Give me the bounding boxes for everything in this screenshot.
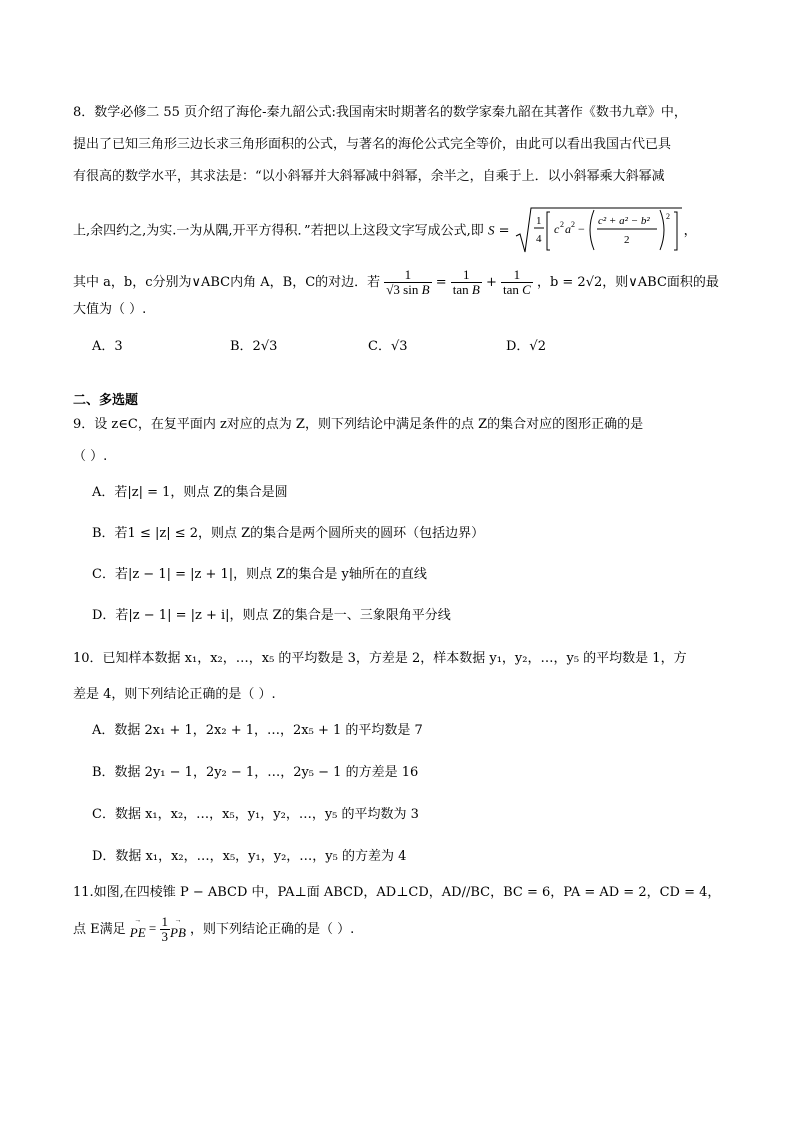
q9-option-b: B．若1 ≤ |z| ≤ 2，则点 Z的集合是两个圆所夹的圆环（包括边界） [92,526,485,541]
q8-line-4-text: 上,余四约之,为实.一为从隅,开平方得积．”若把以上这段文字写成公式,即 [73,223,484,239]
frac-1-over-sqrt3-sinB: $\frac{1}{\text{√3 sin B}}$ [386,267,430,297]
q8-line-1: 8．数学必修二 55 页介绍了海伦-秦九韶公式:我国南宋时期著名的数学家秦九韶在其著作《数书九章》中， [73,105,687,120]
q10-line-2: 差是 4，则下列结论正确的是（ ）. [73,687,276,702]
q8-line-5: 其中 a，b，c分别为∨ABC内角 A，B，C的对边．若 $\frac{1}{\text{√3 sin B}}$ = $\frac{1}{\text{tan B}}$ + $\frac{1}{\text{tan C}}$ ，b = 2√2，则∨ABC面积的最 [73,267,719,297]
frac-1-4-den: 4 [535,233,542,245]
q11-line-1: 11.如图,在四棱锥 P − ABCD 中，PA⊥面 ABCD，AD⊥CD，AD//BC，BC = 6，PA = AD = 2，CD = 4， [73,885,721,900]
q11-line-2-pre: 点 E满足 [73,922,126,937]
svg-text:2: 2 [559,220,564,229]
svg-text:2: 2 [623,234,630,246]
q10-option-c: C．数据 x₁，x₂，…，x₅，y₁，y₂，…，y₅ 的平均数为 3 [92,807,419,822]
q8-option-b: B．2√3 [230,339,278,354]
frac-1-over-tanB: $\frac{1}{\text{tan B}}$ [452,267,480,297]
sqrt-formula-svg [514,206,684,256]
q8-option-c: C．√3 [368,339,408,354]
q8-line-6: 大值为（ ）. [73,302,147,317]
svg-text:2: 2 [570,220,575,229]
frac-1-4-num: 1 [535,215,542,227]
q8-line-3: 有很高的数学水平，其求法是：“以小斜幂并大斜幂减中斜幂，余半之，自乘于上．以小斜幂乘大斜幂减 [73,169,665,184]
q9-option-c: C．若|z − 1| = |z + 1|，则点 Z的集合是 y轴所在的直线 [92,567,427,582]
q10-option-d: D．数据 x₁，x₂，…，x₅，y₁，y₂，…，y₅ 的方差为 4 [92,849,407,864]
frac-1-over-tanC: $\frac{1}{\text{tan C}}$ [503,267,531,297]
q8-option-d: D．√2 [506,339,546,354]
q9-line-1: 9．设 z∈C，在复平面内 z对应的点为 Z，则下列结论中满足条件的点 Z的集合对应的图形正确的是 [73,417,644,432]
q8-option-a: A．3 [92,339,123,354]
q8-line-4 [73,206,697,256]
svg-text:c² + a² − b²: c² + a² − b² [597,215,650,227]
section-title: 二、多选题 [73,393,139,408]
q8-line-5-a: 其中 a，b，c分别为∨ABC内角 A，B，C的对边．若 [73,275,381,290]
frac-1-3: $\frac{1}{3}$ [161,914,168,944]
q10-option-b: B．数据 2y₁ − 1，2y₂ − 1，…，2y₅ − 1 的方差是 16 [92,765,419,780]
q8-line-2: 提出了已知三角形三边长求三角形面积的公式，与著名的海伦公式完全等价，由此可以看出我国古代已具 [73,137,672,152]
q8-line-5-b: ，b = 2√2，则∨ABC面积的最 [536,275,719,290]
q10-line-1: 10．已知样本数据 x₁，x₂，…，x₅ 的平均数是 3，方差是 2，样本数据 y₁，y₂，…，y₅ 的平均数是 1，方 [73,651,687,666]
q8-options [92,338,644,356]
svg-text:−: − [577,222,585,236]
heron-qin-formula: S = 1 4 c 2 a 2 − c² + a² − b² 2 2 ， [488,206,697,256]
q10-option-a: A．数据 2x₁ + 1，2x₂ + 1，…，2x₅ + 1 的平均数是 7 [92,723,423,738]
q11-line-2-post: ，则下列结论正确的是（ ）. [190,922,355,937]
vector-equation: → PE = $\frac{1}{3}$ → PB [129,914,186,944]
svg-text:a: a [564,222,571,236]
q9-line-2: （ ）. [73,449,108,464]
q9-option-d: D．若|z − 1| = |z + i|，则点 Z的集合是一、三象限角平分线 [92,608,451,623]
svg-text:c: c [553,222,559,236]
q9-option-a: A．若|z| = 1，则点 Z的集合是圆 [92,485,288,500]
svg-text:2: 2 [665,212,670,221]
q11-line-2 [73,915,354,944]
